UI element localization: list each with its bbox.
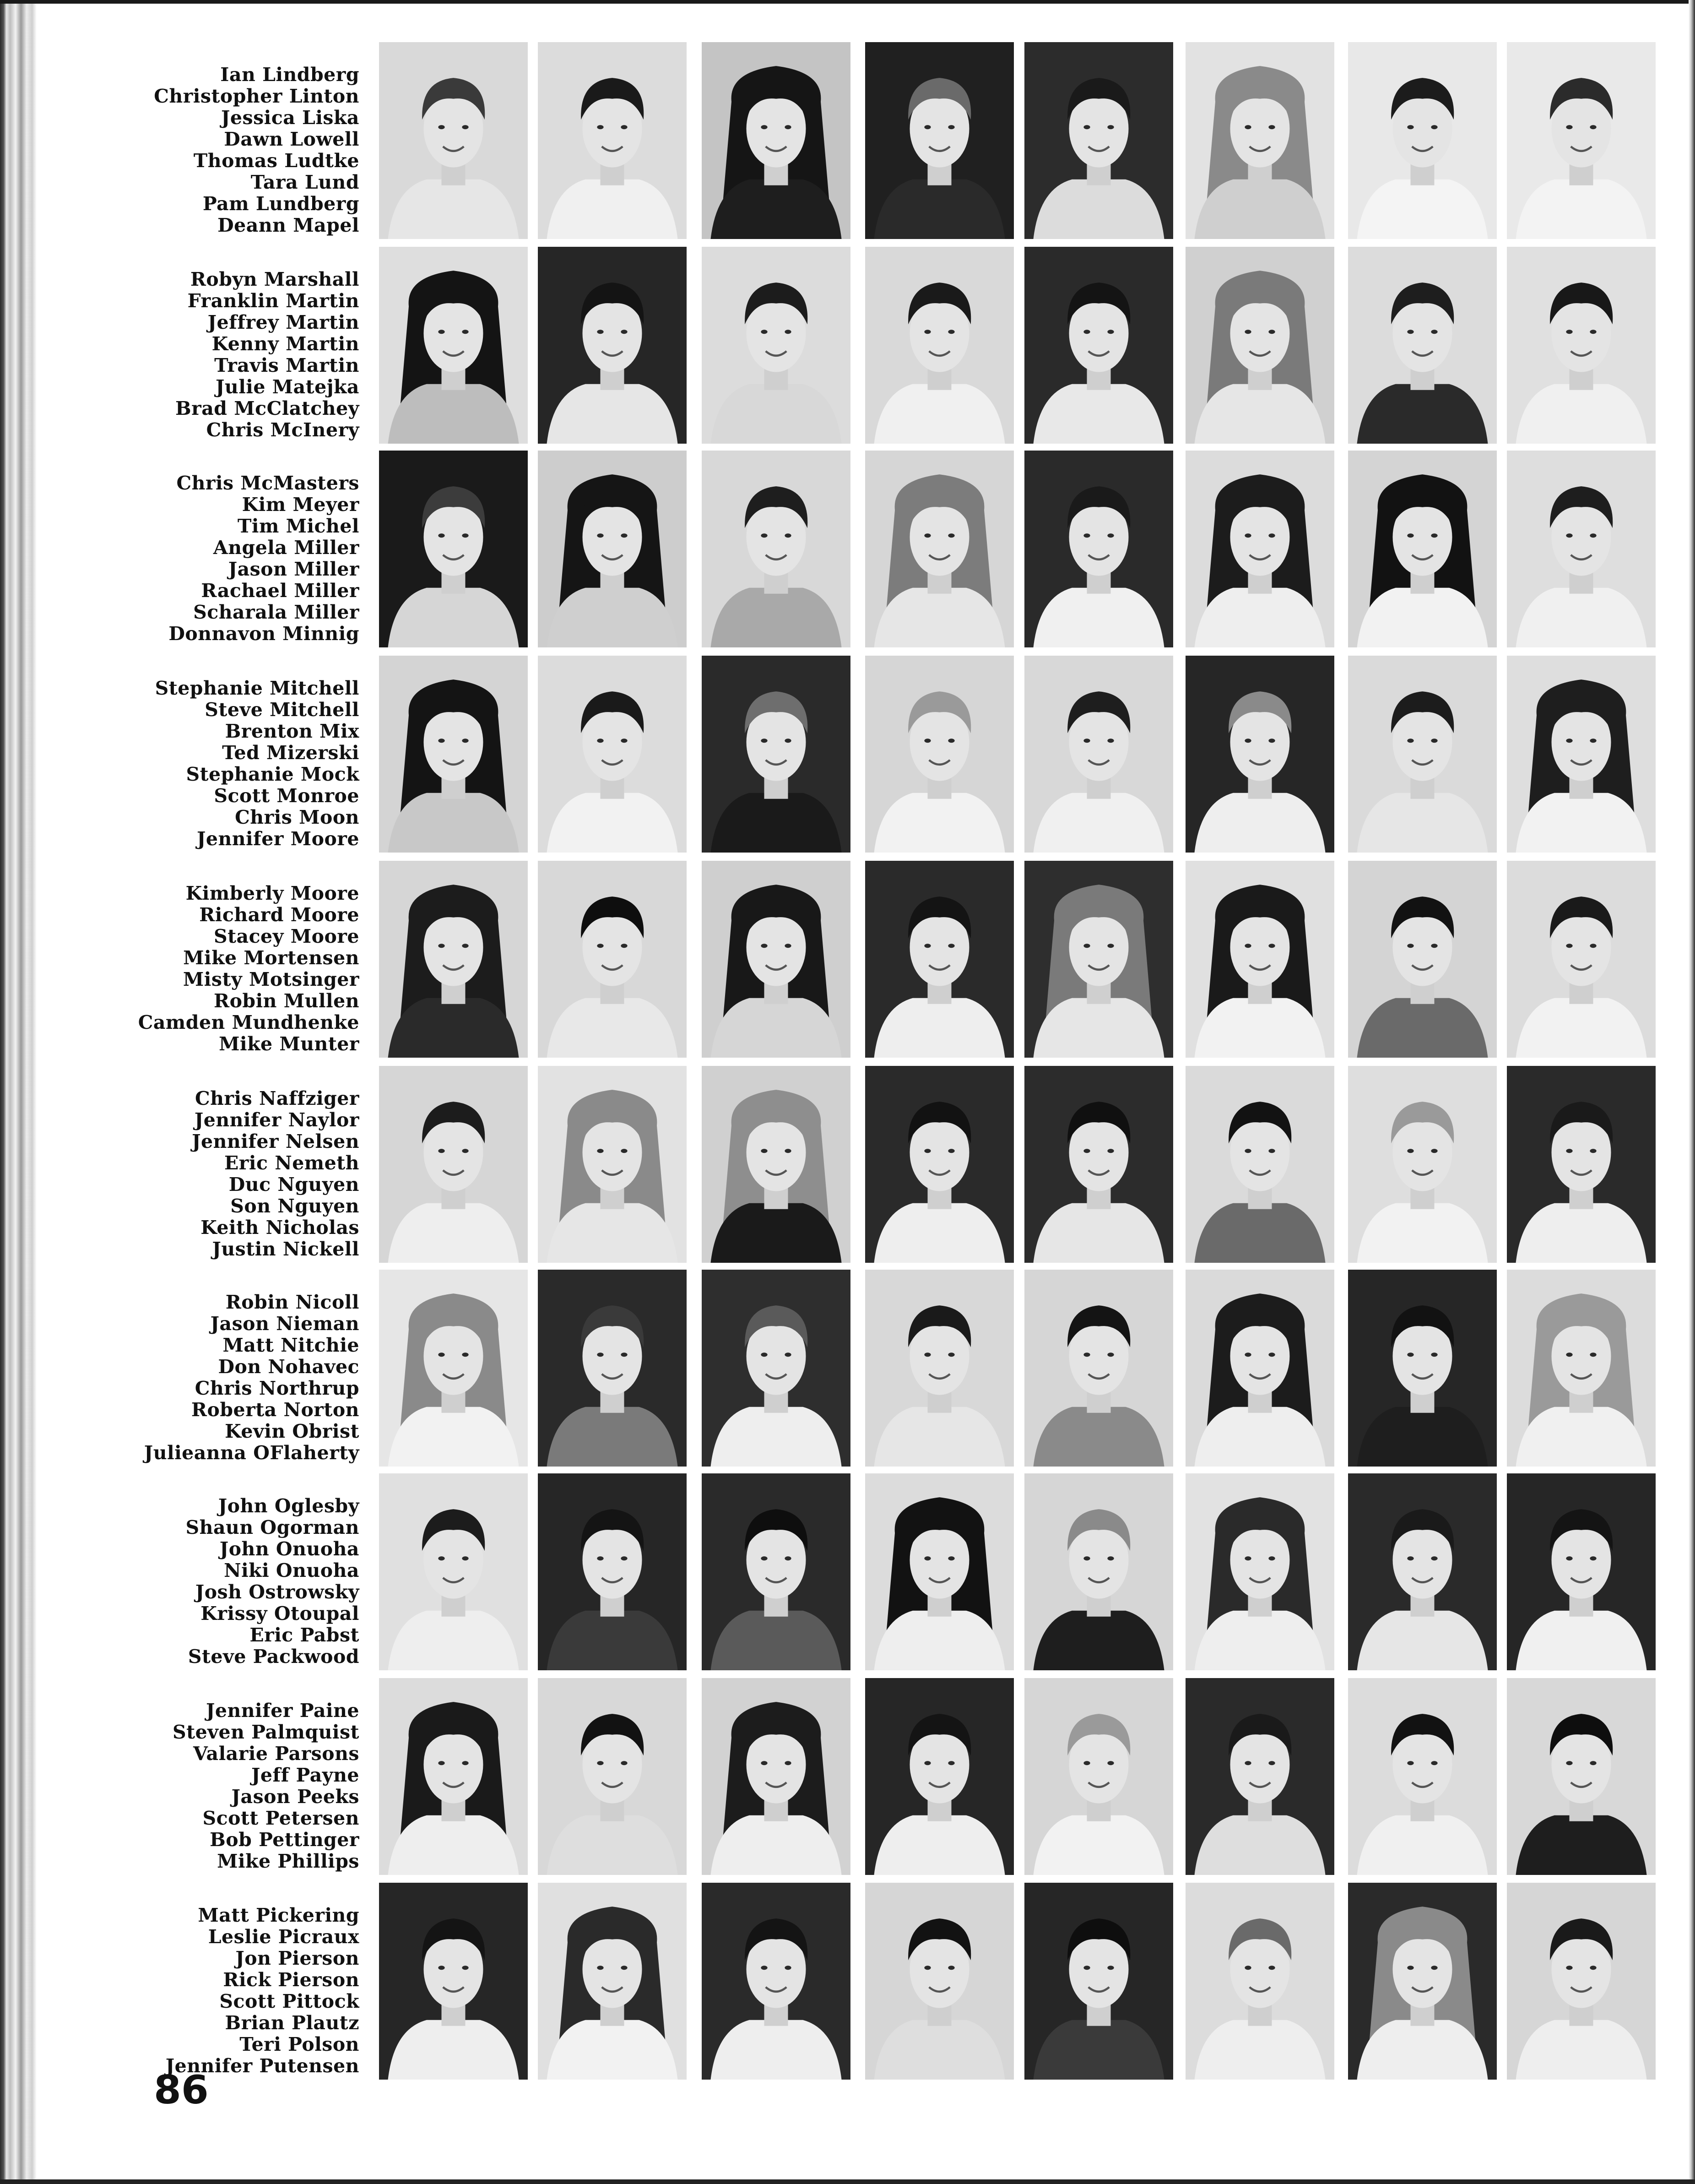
name-list: [128, 1292, 359, 1464]
student-portrait: [1186, 1270, 1334, 1467]
portrait-image: [702, 1473, 850, 1670]
page-bottom-edge: [0, 2179, 1695, 2184]
student-portrait: [1348, 656, 1497, 853]
student-name: Eric Pabst: [249, 1624, 359, 1646]
portrait-image: [865, 247, 1014, 444]
student-name: Stephanie Mitchell: [155, 677, 359, 699]
student-portrait: [1186, 247, 1334, 444]
portrait-image: [1186, 1678, 1334, 1875]
photo-row: [0, 861, 1695, 1062]
student-portrait: [702, 42, 850, 239]
student-name: Chris McMasters: [176, 472, 359, 494]
photo-row: [0, 1270, 1695, 1471]
portrait-image: [1024, 1270, 1173, 1467]
student-name: Ted Mizerski: [222, 742, 359, 764]
portrait-image: [865, 42, 1014, 239]
portrait-image: [538, 451, 687, 647]
portrait-image: [538, 1883, 687, 2080]
portrait-image: [865, 1473, 1014, 1670]
portrait-image: [379, 1678, 528, 1875]
photo-row: [0, 42, 1695, 244]
student-portrait: [379, 1473, 528, 1670]
student-portrait: [538, 247, 687, 444]
student-name: Jon Pierson: [235, 1947, 359, 1969]
student-portrait: [1507, 1270, 1656, 1467]
student-portrait: [379, 247, 528, 444]
student-name: Jennifer Paine: [206, 1700, 359, 1722]
student-portrait: [1507, 1066, 1656, 1263]
student-portrait: [702, 1473, 850, 1670]
portrait-image: [1186, 861, 1334, 1058]
student-portrait: [865, 1883, 1014, 2080]
student-name: Robyn Marshall: [190, 268, 359, 290]
portrait-image: [1024, 247, 1173, 444]
photo-row: [0, 451, 1695, 652]
photo-row: [0, 247, 1695, 448]
student-name: Justin Nickell: [212, 1238, 359, 1260]
portrait-image: [1186, 451, 1334, 647]
portrait-image: [538, 42, 687, 239]
name-list: [128, 1088, 359, 1260]
page-top-edge: [0, 0, 1695, 4]
student-name: Rick Pierson: [223, 1969, 359, 1991]
student-portrait: [379, 1678, 528, 1875]
student-portrait: [1186, 1678, 1334, 1875]
student-name: Stephanie Mock: [186, 763, 359, 785]
portrait-image: [1024, 1473, 1173, 1670]
student-name: Steve Packwood: [188, 1646, 359, 1668]
student-portrait: [1507, 42, 1656, 239]
student-portrait: [1507, 1678, 1656, 1875]
student-name: Jason Nieman: [210, 1313, 359, 1335]
portrait-image: [379, 42, 528, 239]
student-name: Krissy Otoupal: [200, 1603, 359, 1624]
student-name: Chris Naffziger: [195, 1087, 359, 1109]
student-portrait: [379, 451, 528, 647]
portrait-image: [1024, 656, 1173, 853]
student-portrait: [379, 1066, 528, 1263]
student-name: Jeffrey Martin: [207, 311, 359, 333]
student-portrait: [1024, 1883, 1173, 2080]
name-list: [128, 1495, 359, 1668]
name-list: [128, 1700, 359, 1872]
student-name: Camden Mundhenke: [138, 1011, 359, 1033]
student-name: Niki Onuoha: [224, 1559, 359, 1581]
student-portrait: [1024, 451, 1173, 647]
student-name: Scharala Miller: [193, 601, 359, 623]
portrait-image: [1186, 247, 1334, 444]
student-name: Dawn Lowell: [224, 128, 359, 150]
student-portrait: [1507, 656, 1656, 853]
portrait-image: [538, 1473, 687, 1670]
portrait-image: [1507, 1473, 1656, 1670]
student-portrait: [1348, 1678, 1497, 1875]
student-name: Julie Matejka: [216, 376, 359, 398]
portrait-image: [1186, 656, 1334, 853]
student-name: Jennifer Naylor: [194, 1109, 359, 1131]
portrait-image: [1507, 1270, 1656, 1467]
portrait-image: [1186, 1883, 1334, 2080]
student-name: Jeff Payne: [251, 1764, 359, 1786]
student-name: Tim Michel: [237, 515, 359, 537]
student-portrait: [865, 42, 1014, 239]
portrait-image: [702, 451, 850, 647]
student-name: Bob Pettinger: [210, 1829, 359, 1851]
student-portrait: [702, 1678, 850, 1875]
student-portrait: [1507, 1883, 1656, 2080]
portrait-image: [1348, 451, 1497, 647]
student-name: Ian Lindberg: [220, 64, 359, 86]
student-name: Brenton Mix: [225, 720, 359, 742]
portrait-image: [1348, 1883, 1497, 2080]
student-name: Franklin Martin: [187, 290, 359, 312]
portrait-image: [1507, 1883, 1656, 2080]
student-name: Scott Monroe: [214, 785, 359, 807]
portrait-image: [865, 656, 1014, 853]
student-name: Thomas Ludtke: [193, 150, 359, 172]
student-name: Deann Mapel: [217, 214, 359, 236]
student-portrait: [1507, 861, 1656, 1058]
student-portrait: [1186, 1473, 1334, 1670]
student-portrait: [1024, 1473, 1173, 1670]
student-name: Jason Peeks: [231, 1786, 359, 1808]
portrait-image: [379, 247, 528, 444]
photo-row: [0, 656, 1695, 857]
student-name: Rachael Miller: [201, 580, 359, 602]
student-name: Duc Nguyen: [228, 1173, 359, 1195]
portrait-image: [865, 451, 1014, 647]
student-portrait: [1348, 247, 1497, 444]
portrait-image: [1186, 1270, 1334, 1467]
student-portrait: [1186, 656, 1334, 853]
portrait-image: [702, 656, 850, 853]
student-portrait: [1186, 42, 1334, 239]
portrait-image: [1348, 1066, 1497, 1263]
student-portrait: [865, 1270, 1014, 1467]
portrait-image: [1024, 451, 1173, 647]
portrait-image: [1348, 42, 1497, 239]
student-name: Matt Nitchie: [222, 1334, 359, 1356]
name-list: [128, 1905, 359, 2077]
student-portrait: [1507, 451, 1656, 647]
student-name: Julieanna OFlaherty: [144, 1442, 359, 1464]
portrait-image: [1024, 1678, 1173, 1875]
student-portrait: [538, 1678, 687, 1875]
student-portrait: [538, 656, 687, 853]
student-portrait: [379, 42, 528, 239]
photo-row: [0, 1473, 1695, 1675]
page-number: 86: [154, 2067, 209, 2113]
student-portrait: [702, 1883, 850, 2080]
student-portrait: [1507, 247, 1656, 444]
student-portrait: [379, 656, 528, 853]
portrait-image: [1024, 42, 1173, 239]
student-name: Steven Palmquist: [173, 1721, 359, 1743]
portrait-image: [1348, 656, 1497, 853]
student-name: Jason Miller: [228, 558, 359, 580]
student-name: Jennifer Moore: [196, 828, 359, 850]
student-name: Donnavon Minnig: [168, 623, 359, 645]
student-name: Kimberly Moore: [185, 882, 359, 904]
student-portrait: [702, 247, 850, 444]
student-portrait: [1024, 1270, 1173, 1467]
student-name: Kim Meyer: [242, 494, 359, 516]
portrait-image: [702, 42, 850, 239]
student-portrait: [865, 1473, 1014, 1670]
name-list: [128, 473, 359, 645]
student-portrait: [1024, 42, 1173, 239]
student-portrait: [1186, 861, 1334, 1058]
portrait-image: [1348, 247, 1497, 444]
student-portrait: [1348, 451, 1497, 647]
student-name: Scott Petersen: [202, 1807, 359, 1829]
student-name: Christopher Linton: [154, 85, 359, 107]
student-name: Josh Ostrowsky: [195, 1581, 359, 1603]
student-portrait: [538, 1473, 687, 1670]
student-portrait: [538, 1066, 687, 1263]
portrait-image: [865, 1678, 1014, 1875]
student-portrait: [538, 861, 687, 1058]
student-name: Stacey Moore: [213, 925, 359, 947]
student-name: Roberta Norton: [191, 1399, 359, 1421]
student-portrait: [702, 656, 850, 853]
portrait-image: [1507, 1678, 1656, 1875]
student-portrait: [538, 451, 687, 647]
student-name: Leslie Picraux: [208, 1926, 359, 1948]
student-name: Mike Mortensen: [183, 947, 359, 969]
name-list: [128, 269, 359, 441]
portrait-image: [379, 451, 528, 647]
student-name: Chris Moon: [235, 806, 359, 828]
portrait-image: [379, 1473, 528, 1670]
student-name: Jennifer Nelsen: [192, 1130, 359, 1152]
student-portrait: [865, 451, 1014, 647]
student-portrait: [1186, 1066, 1334, 1263]
name-list: [128, 678, 359, 850]
portrait-image: [865, 1066, 1014, 1263]
student-portrait: [1348, 1883, 1497, 2080]
photo-row: [0, 1883, 1695, 2084]
student-portrait: [1348, 1270, 1497, 1467]
student-portrait: [702, 861, 850, 1058]
portrait-image: [538, 1270, 687, 1467]
portrait-image: [379, 861, 528, 1058]
student-portrait: [865, 861, 1014, 1058]
student-name: Scott Pittock: [219, 1990, 359, 2012]
portrait-image: [1024, 1883, 1173, 2080]
portrait-image: [1507, 1066, 1656, 1263]
portrait-image: [702, 247, 850, 444]
student-portrait: [1024, 247, 1173, 444]
student-portrait: [1024, 861, 1173, 1058]
student-portrait: [702, 1066, 850, 1263]
student-name: Robin Mullen: [214, 990, 359, 1012]
portrait-image: [1507, 247, 1656, 444]
student-name: Pam Lundberg: [202, 193, 359, 215]
portrait-image: [702, 1066, 850, 1263]
student-name: Richard Moore: [199, 904, 359, 926]
portrait-image: [1348, 1270, 1497, 1467]
portrait-image: [865, 1270, 1014, 1467]
student-name: Shaun Ogorman: [185, 1516, 359, 1538]
portrait-image: [538, 1066, 687, 1263]
student-portrait: [538, 42, 687, 239]
student-name: Valarie Parsons: [193, 1743, 359, 1765]
student-portrait: [379, 861, 528, 1058]
student-name: John Onuoha: [219, 1538, 359, 1560]
portrait-image: [865, 1883, 1014, 2080]
student-name: Son Nguyen: [230, 1195, 359, 1217]
photo-row: [0, 1678, 1695, 1880]
student-portrait: [538, 1883, 687, 2080]
portrait-image: [865, 861, 1014, 1058]
student-portrait: [702, 451, 850, 647]
portrait-image: [1348, 861, 1497, 1058]
student-portrait: [1348, 861, 1497, 1058]
portrait-image: [702, 1678, 850, 1875]
student-name: Robin Nicoll: [225, 1291, 359, 1313]
student-name: Kevin Obrist: [225, 1420, 359, 1442]
student-name: Chris McInery: [206, 419, 359, 441]
student-portrait: [1024, 1678, 1173, 1875]
student-portrait: [1024, 656, 1173, 853]
student-portrait: [1348, 1066, 1497, 1263]
portrait-image: [538, 656, 687, 853]
student-name: Jessica Liska: [221, 107, 359, 129]
portrait-image: [1348, 1678, 1497, 1875]
portrait-image: [379, 1270, 528, 1467]
student-portrait: [865, 1066, 1014, 1263]
portrait-image: [1186, 42, 1334, 239]
student-portrait: [1507, 1473, 1656, 1670]
student-name: John Oglesby: [218, 1495, 359, 1517]
student-name: Chris Northrup: [195, 1377, 359, 1399]
student-portrait: [1024, 1066, 1173, 1263]
student-name: Kenny Martin: [211, 333, 359, 355]
portrait-image: [538, 861, 687, 1058]
portrait-image: [1507, 861, 1656, 1058]
student-name: Keith Nicholas: [200, 1217, 359, 1239]
portrait-image: [538, 247, 687, 444]
portrait-image: [1507, 451, 1656, 647]
portrait-image: [702, 1270, 850, 1467]
student-name: Brad McClatchey: [175, 397, 359, 419]
student-name: Tara Lund: [250, 171, 359, 193]
portrait-image: [538, 1678, 687, 1875]
student-name: Mike Munter: [219, 1033, 359, 1055]
student-portrait: [379, 1883, 528, 2080]
student-portrait: [1348, 1473, 1497, 1670]
photo-row: [0, 1066, 1695, 1267]
student-portrait: [1186, 1883, 1334, 2080]
student-portrait: [1186, 451, 1334, 647]
student-portrait: [1348, 42, 1497, 239]
student-name: Angela Miller: [213, 537, 359, 559]
portrait-image: [702, 1883, 850, 2080]
student-name: Travis Martin: [214, 354, 359, 376]
student-name: Brian Plautz: [225, 2012, 359, 2034]
student-portrait: [865, 1678, 1014, 1875]
name-list: [128, 883, 359, 1055]
student-name: Matt Pickering: [198, 1904, 359, 1926]
portrait-image: [1024, 861, 1173, 1058]
student-name: Don Nohavec: [218, 1356, 359, 1378]
student-name: Misty Motsinger: [183, 968, 359, 990]
portrait-image: [1186, 1066, 1334, 1263]
portrait-image: [1186, 1473, 1334, 1670]
student-name: Eric Nemeth: [224, 1152, 359, 1174]
portrait-image: [1348, 1473, 1497, 1670]
student-portrait: [379, 1270, 528, 1467]
student-name: Mike Phillips: [217, 1850, 359, 1872]
student-name: Steve Mitchell: [205, 699, 359, 721]
student-portrait: [702, 1270, 850, 1467]
student-portrait: [865, 247, 1014, 444]
portrait-image: [1507, 42, 1656, 239]
portrait-image: [379, 1066, 528, 1263]
name-list: [128, 64, 359, 236]
portrait-image: [379, 1883, 528, 2080]
portrait-image: [702, 861, 850, 1058]
portrait-image: [1024, 1066, 1173, 1263]
portrait-image: [1507, 656, 1656, 853]
portrait-image: [379, 656, 528, 853]
student-portrait: [538, 1270, 687, 1467]
student-name: Teri Polson: [239, 2033, 359, 2055]
student-name: Jennifer Putensen: [165, 2055, 359, 2077]
student-portrait: [865, 656, 1014, 853]
